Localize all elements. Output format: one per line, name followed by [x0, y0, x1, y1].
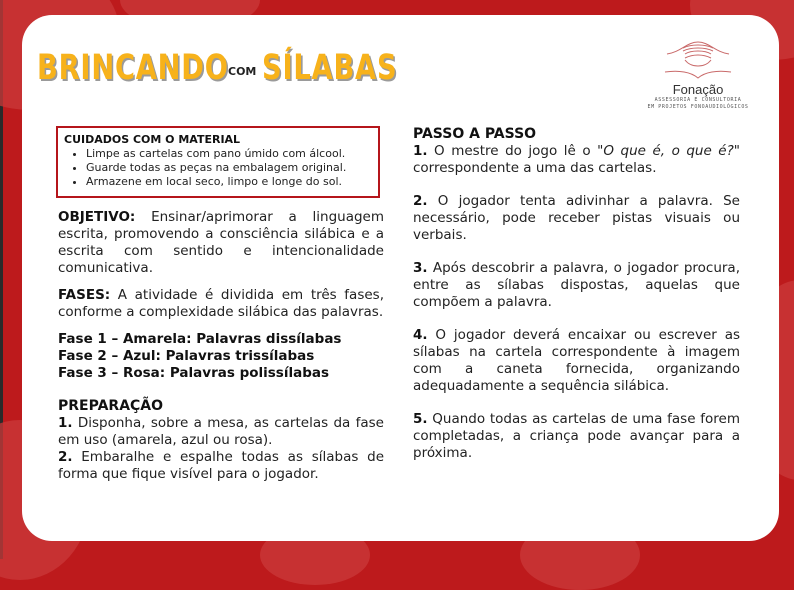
phase-item: Fase 3 – Rosa: Palavras polissílabas — [58, 365, 330, 381]
step-item — [413, 143, 740, 177]
preparation-step — [58, 415, 384, 449]
step-number: 5. — [413, 411, 428, 427]
step-text: Disponha, sobre a mesa, as cartelas da fase em uso (amarela, azul ou rosa). — [58, 415, 384, 448]
hands-lips-icon — [663, 36, 733, 80]
title-connector: COM — [228, 65, 257, 78]
logo-subtitle-2: EM PROJETOS FONOAUDIOLÓGICOS — [647, 104, 749, 110]
step-item — [413, 327, 740, 395]
step-number: 3. — [413, 260, 428, 276]
step-text: O mestre do jogo lê o — [427, 143, 598, 159]
step-number: 1. — [413, 143, 428, 159]
logo-name: Fonação — [672, 82, 724, 97]
step-text: O jogador tenta adivinhar a palavra. Se necessário, pode receber pistas visuais ou verbais. — [413, 193, 740, 243]
step-number: 4. — [413, 327, 428, 343]
brand-logo — [638, 36, 758, 126]
step-number: 1. — [58, 415, 73, 431]
step-item — [413, 193, 740, 244]
step-number: 2. — [413, 193, 428, 209]
page-title — [37, 38, 436, 88]
step-quote: "O que é, o que é?" — [597, 143, 740, 159]
preparation-step — [58, 449, 384, 483]
care-item: • Limpe as cartelas com pano úmido com álcool. — [86, 147, 372, 161]
care-heading: CUIDADOS COM O MATERIAL — [64, 133, 241, 146]
step-text: correspondente a uma das cartelas. — [413, 160, 657, 176]
step-item — [413, 411, 740, 462]
phases-text: A atividade é dividida em três fases, conforme a complexidade silábica das palavras. — [58, 287, 384, 320]
step-item — [413, 260, 740, 311]
care-item: • Armazene em local seco, limpo e longe do sol. — [86, 175, 372, 189]
left-column — [58, 209, 384, 483]
objective-label: OBJETIVO: — [58, 209, 136, 225]
logo-subtitle-1: ASSESSORIA E CONSULTORIA — [654, 97, 742, 103]
step-text: O jogador deverá encaixar ou escrever as sílabas na cartela correspondente à imagem com a caneta fornecida, organizando adequadamente a sequência silábica. — [413, 327, 740, 394]
title-part-2: SÍLABAS — [262, 48, 398, 88]
care-list — [64, 147, 372, 189]
phase-item: Fase 2 – Azul: Palavras trissílabas — [58, 348, 315, 364]
right-column — [413, 126, 740, 462]
steps-heading: PASSO A PASSO — [413, 126, 537, 142]
step-number: 2. — [58, 449, 73, 465]
step-text: Quando todas as cartelas de uma fase forem completadas, a criança pode avançar para a próxima. — [413, 411, 740, 461]
phase-item: Fase 1 – Amarela: Palavras dissílabas — [58, 331, 342, 347]
phases-paragraph — [58, 287, 384, 321]
preparation-heading: PREPARAÇÃO — [58, 398, 164, 414]
step-text: Após descobrir a palavra, o jogador procura, entre as sílabas dispostas, aquelas que compõem a palavra. — [413, 260, 740, 310]
step-text: Embaralhe e espalhe todas as sílabas de forma que fique visível para o jogador. — [58, 449, 384, 482]
title-part-1: BRINCANDO — [37, 48, 229, 88]
care-box — [56, 126, 380, 198]
objective-text: Ensinar/aprimorar a linguagem escrita, promovendo a consciência silábica e a escrita com sentido e intencionalidade comunicativa. — [58, 209, 384, 276]
care-item: • Guarde todas as peças na embalagem original. — [86, 161, 372, 175]
objective-paragraph — [58, 209, 384, 277]
phases-label: FASES: — [58, 287, 111, 303]
